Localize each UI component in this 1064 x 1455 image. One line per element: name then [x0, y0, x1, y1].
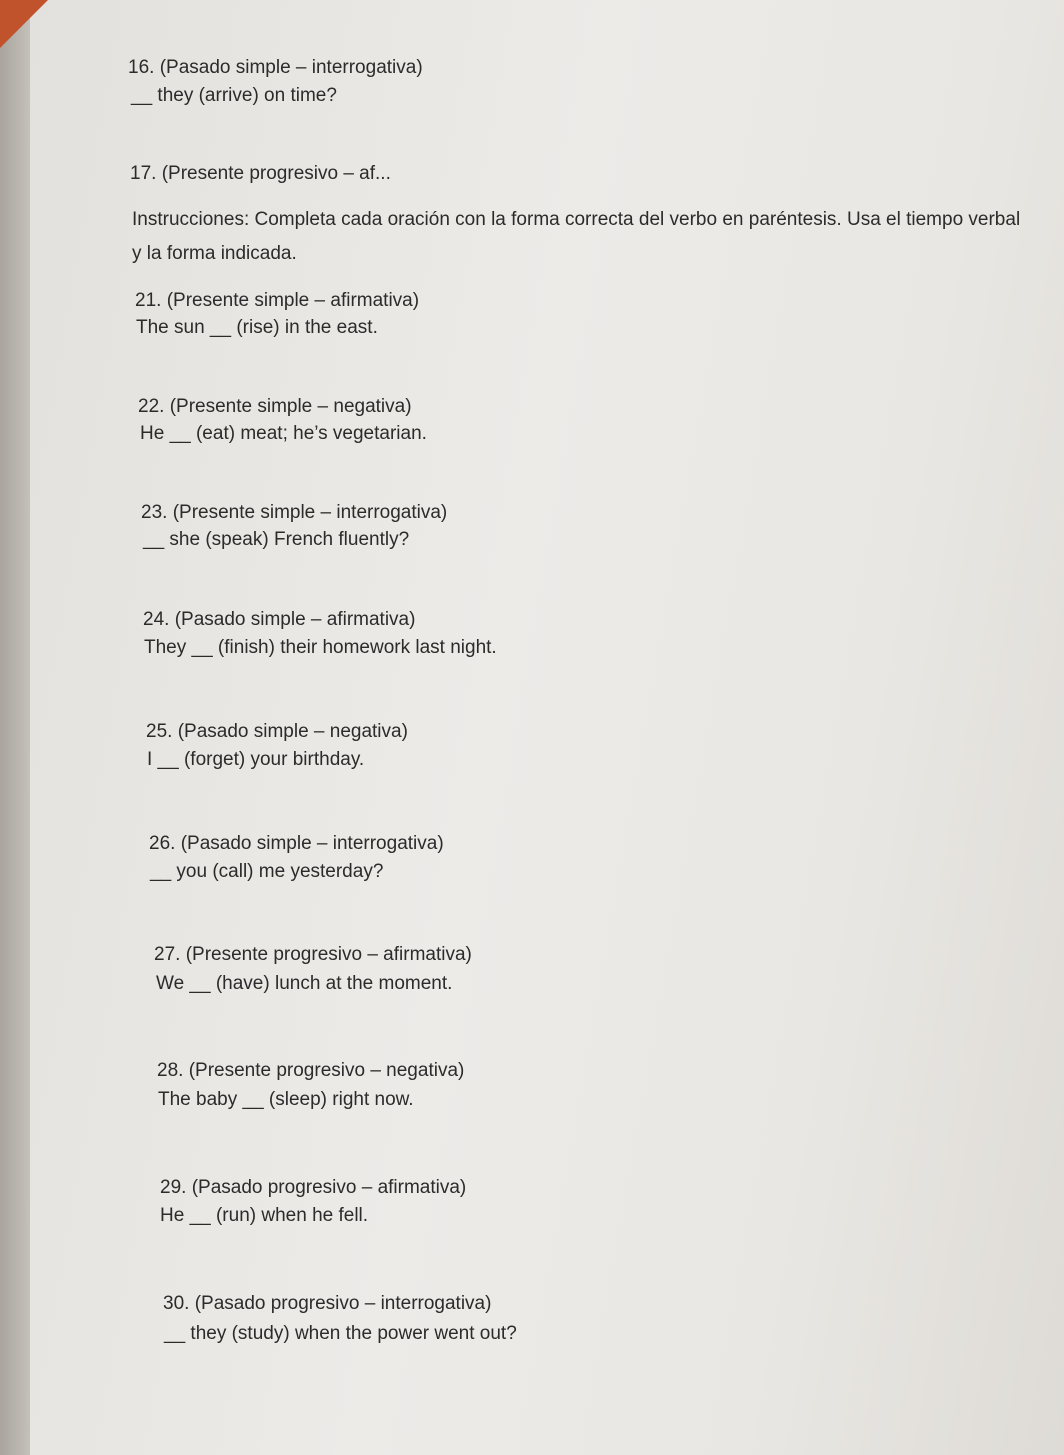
- item-22-header: 22. (Presente simple – negativa): [138, 396, 412, 417]
- item-21-sentence: The sun __ (rise) in the east.: [136, 317, 378, 338]
- item-23-header: 23. (Presente simple – interrogativa): [141, 502, 448, 523]
- item-23-sentence: __ she (speak) French fluently?: [143, 529, 410, 550]
- item-27-sentence: We __ (have) lunch at the moment.: [156, 973, 453, 994]
- item-28-header: 28. (Presente progresivo – negativa): [157, 1060, 465, 1081]
- item-27-header: 27. (Presente progresivo – afirmativa): [154, 944, 472, 965]
- item-16-header: 16. (Pasado simple – interrogativa): [128, 57, 423, 78]
- red-corner-mark: [0, 0, 48, 48]
- item-28-sentence: The baby __ (sleep) right now.: [158, 1089, 414, 1110]
- item-30-header: 30. (Pasado progresivo – interrogativa): [163, 1293, 492, 1314]
- item-21-header: 21. (Presente simple – afirmativa): [135, 290, 420, 311]
- item-26-sentence: __ you (call) me yesterday?: [150, 861, 384, 882]
- item-22-sentence: He __ (eat) meat; he’s vegetarian.: [140, 423, 427, 444]
- page-edge-shadow: [0, 0, 32, 1455]
- item-26-header: 26. (Pasado simple – interrogativa): [149, 833, 444, 854]
- item-24-header: 24. (Pasado simple – afirmativa): [143, 609, 416, 630]
- item-29-header: 29. (Pasado progresivo – afirmativa): [160, 1177, 467, 1198]
- item-30-sentence: __ they (study) when the power went out?: [164, 1323, 517, 1344]
- item-17-header: 17. (Presente progresivo – af...: [130, 163, 391, 184]
- item-25-sentence: I __ (forget) your birthday.: [147, 749, 365, 770]
- item-16-sentence: __ they (arrive) on time?: [131, 85, 337, 106]
- instructions: Instrucciones: Completa cada oración con la forma correcta del verbo en paréntesis. Usa el tiempo verbal y la forma indicada.: [132, 209, 1021, 264]
- item-25-header: 25. (Pasado simple – negativa): [146, 721, 408, 742]
- item-29-sentence: He __ (run) when he fell.: [160, 1205, 369, 1226]
- item-24-sentence: They __ (finish) their homework last night.: [144, 637, 497, 658]
